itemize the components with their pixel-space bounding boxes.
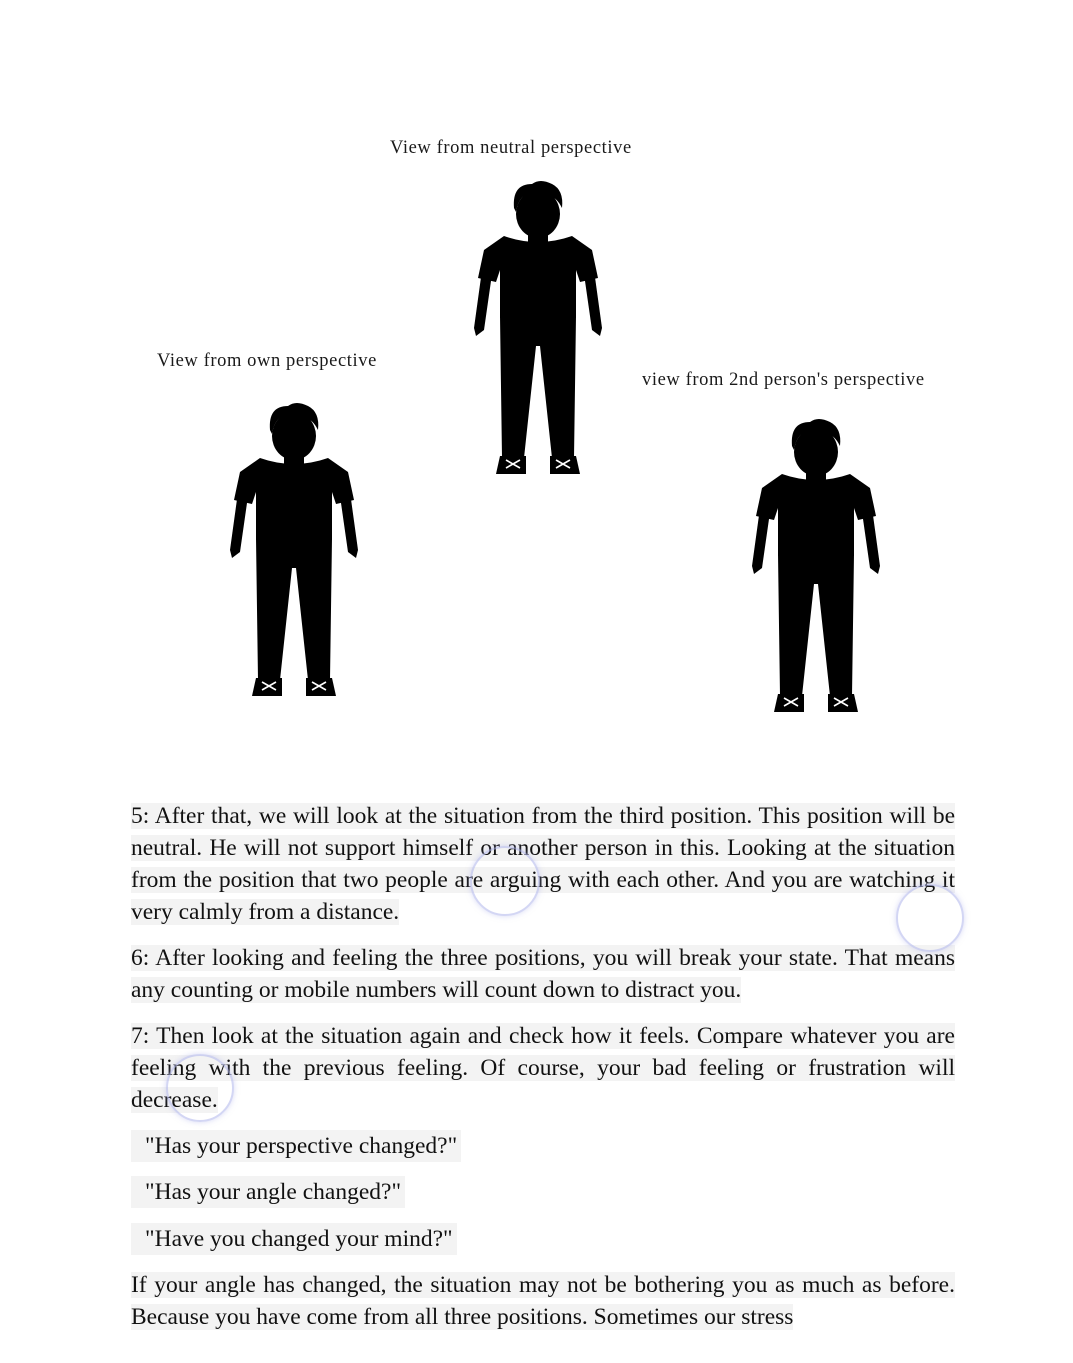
touch-indicator-icon [166, 1054, 234, 1122]
neutral-perspective-caption: View from neutral perspective [390, 138, 632, 158]
question-mind: "Have you changed your mind?" [131, 1223, 457, 1255]
paragraph-step-5 [131, 800, 955, 928]
paragraph-step-7-text: 7: Then look at the situation again and check how it feels. Compare whatever you are feeling with the previous feeling. Of course, your bad feeling or frustration will decrease. [131, 1023, 955, 1113]
paragraph-conclusion [131, 1269, 955, 1333]
paragraph-step-6 [131, 942, 955, 1006]
paragraph-step-6-text: 6: After looking and feeling the three positions, you will break your state. That means any counting or mobile numbers will count down to distract you. [131, 945, 955, 1003]
touch-indicator-icon [896, 884, 964, 952]
own-perspective-caption: View from own perspective [157, 351, 377, 371]
neutral-person-figure [470, 178, 606, 484]
second-person-figure [748, 416, 884, 722]
touch-indicator-icon [470, 846, 540, 916]
paragraph-step-5-text: 5: After that, we will look at the situation from the third position. This position will be neutral. He will not support himself or another person in this. Looking at the situation from the position that two people are arguing with each other. And you are watching it very calmly from a distance. [131, 803, 955, 925]
second-person-perspective-caption: view from 2nd person's perspective [642, 370, 925, 390]
paragraph-step-7 [131, 1020, 955, 1116]
question-perspective: "Has your perspective changed?" [131, 1130, 461, 1162]
own-person-figure [226, 400, 362, 706]
question-angle: "Has your angle changed?" [131, 1176, 405, 1208]
paragraph-conclusion-text: If your angle has changed, the situation may not be bothering you as much as before. Because you have come from all three positions. Sometimes our stress [131, 1272, 955, 1330]
